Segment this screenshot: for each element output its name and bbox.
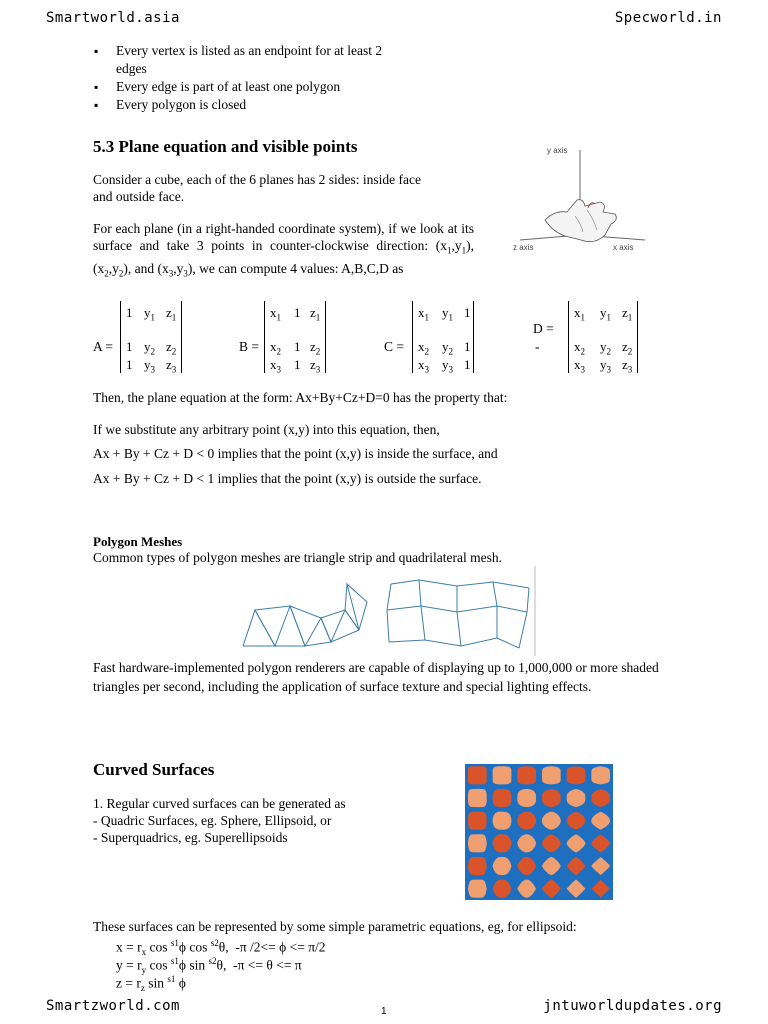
equation-x: $x = r_x$ cos $^{s1}$ϕ cos $^{s2}$θ, -π /2<= ϕ <= π/2 [116, 938, 326, 958]
paragraph-mesh-types: Common types of polygon meshes are triangle strip and quadrilateral mesh. [93, 550, 503, 565]
paragraph-plane-points: For each plane (in a right-handed coordinate system), if we look at its surface and take 3 points in counter-clockwise direction: $(x_1,y_1)$, $(x_2,y_2)$, and $(x_3,y_3)$, we can compute 4 values: A,B,C,D as [93, 221, 474, 279]
footer-left: Smartzworld.com [46, 998, 180, 1014]
superellipsoid-shape [468, 857, 487, 875]
curved-line-2: - Quadric Surfaces, eg. Sphere, Ellipsoid, or [93, 813, 332, 828]
paragraph-renderers: Fast hardware-implemented polygon renderers are capable of displaying up to 1,000,000 or more shaded triangles per second, including the application of surface texture and special lighting effects. [93, 660, 659, 694]
superellipsoid-shape [468, 789, 487, 807]
section-title-curved-surfaces: Curved Surfaces [93, 760, 215, 779]
matrix-b: $x_1$ 1 $z_1$ $x_2$ 1 $z_2$ $x_3$ 1 $z_3$ [264, 301, 326, 373]
paragraph-inside: Ax + By + Cz + D < 0 implies that the point (x,y) is inside the surface, and [93, 446, 498, 461]
matrix-c: $x_1$ $y_1$ 1 $x_2$ $y_2$ 1 $x_3$ $y_3$ 1 [412, 301, 474, 373]
matrix-d-dash: - [535, 339, 540, 354]
superellipsoid-shape [493, 789, 512, 807]
superellipsoids-figure [465, 764, 613, 900]
subsection-title-polygon-meshes: Polygon Meshes [93, 534, 183, 549]
y-axis-label: y axis [547, 146, 568, 155]
curved-line-1: 1. Regular curved surfaces can be generated as [93, 796, 346, 811]
superellipsoid-shape [567, 766, 586, 784]
superellipsoid-shape [542, 789, 561, 807]
paragraph-outside: Ax + By + Cz + D < 1 implies that the point (x,y) is outside the surface. [93, 471, 482, 486]
paragraph-substitute: If we substitute any arbitrary point (x,y) into this equation, then, [93, 422, 440, 437]
section-title-plane-equation: 5.3 Plane equation and visible points [93, 137, 358, 156]
superellipsoid-shape [517, 789, 536, 807]
triangle-strip [243, 584, 367, 646]
paragraph-cube: Consider a cube, each of the 6 planes has 2 sides: inside face and outside face. [93, 172, 422, 204]
equation-z: $z = r_z$ sin $^{s1}$ ϕ [116, 974, 186, 994]
superellipsoid-shape [493, 812, 512, 830]
quadrilateral-mesh [387, 580, 529, 648]
paragraph-plane-form: Then, the plane equation at the form: Ax+By+Cz+D=0 has the property that: [93, 390, 508, 405]
list-item: ▪ Every polygon is closed [94, 96, 394, 114]
superellipsoid-shape [468, 766, 487, 784]
footer-right: jntuworldupdates.org [543, 998, 722, 1014]
page-number: 1 [381, 1006, 387, 1017]
equation-y: $y = r_y$ cos $^{s1}$ϕ sin $^{s2}$θ, -π <= θ <= π [116, 956, 302, 976]
mesh-figure [235, 566, 545, 656]
vertex-rules-list [94, 42, 394, 114]
superellipsoid-shape [542, 766, 561, 784]
hand-axes-figure [505, 140, 655, 260]
superellipsoid-shape [468, 834, 487, 852]
list-item: ▪ Every vertex is listed as an endpoint for at least 2 edges [94, 42, 394, 78]
header-left: Smartworld.asia [46, 10, 180, 26]
matrix-b-label: B = [239, 339, 259, 354]
z-axis-label: z axis [513, 243, 534, 252]
paragraph-parametric: These surfaces can be represented by some simple parametric equations, eg, for ellipsoid: [93, 919, 577, 934]
matrix-a-label: A = [93, 339, 113, 354]
superellipsoid-shape [517, 766, 536, 784]
superellipsoid-shape [493, 766, 512, 784]
x-axis-label: x axis [613, 243, 634, 252]
matrix-d: $x_1$ $y_1$ $z_1$ $x_2$ $y_2$ $z_2$ $x_3$ $y_3$ $z_3$ [568, 301, 638, 373]
superellipsoid-shape [591, 766, 610, 784]
superellipsoid-shape [493, 834, 512, 852]
superellipsoid-shape [468, 880, 487, 898]
header-right: Specworld.in [614, 10, 722, 26]
matrix-d-label: D = [533, 321, 554, 336]
list-item: ▪ Every edge is part of at least one polygon [94, 78, 394, 96]
matrix-c-label: C = [384, 339, 404, 354]
superellipsoid-shape [517, 812, 536, 830]
superellipsoid-shape [468, 812, 487, 830]
curved-line-3: - Superquadrics, eg. Superellipsoids [93, 830, 288, 845]
matrix-a: 1 $y_1$ $z_1$ 1 $y_2$ $z_2$ 1 $y_3$ $z_3$ [120, 301, 182, 373]
